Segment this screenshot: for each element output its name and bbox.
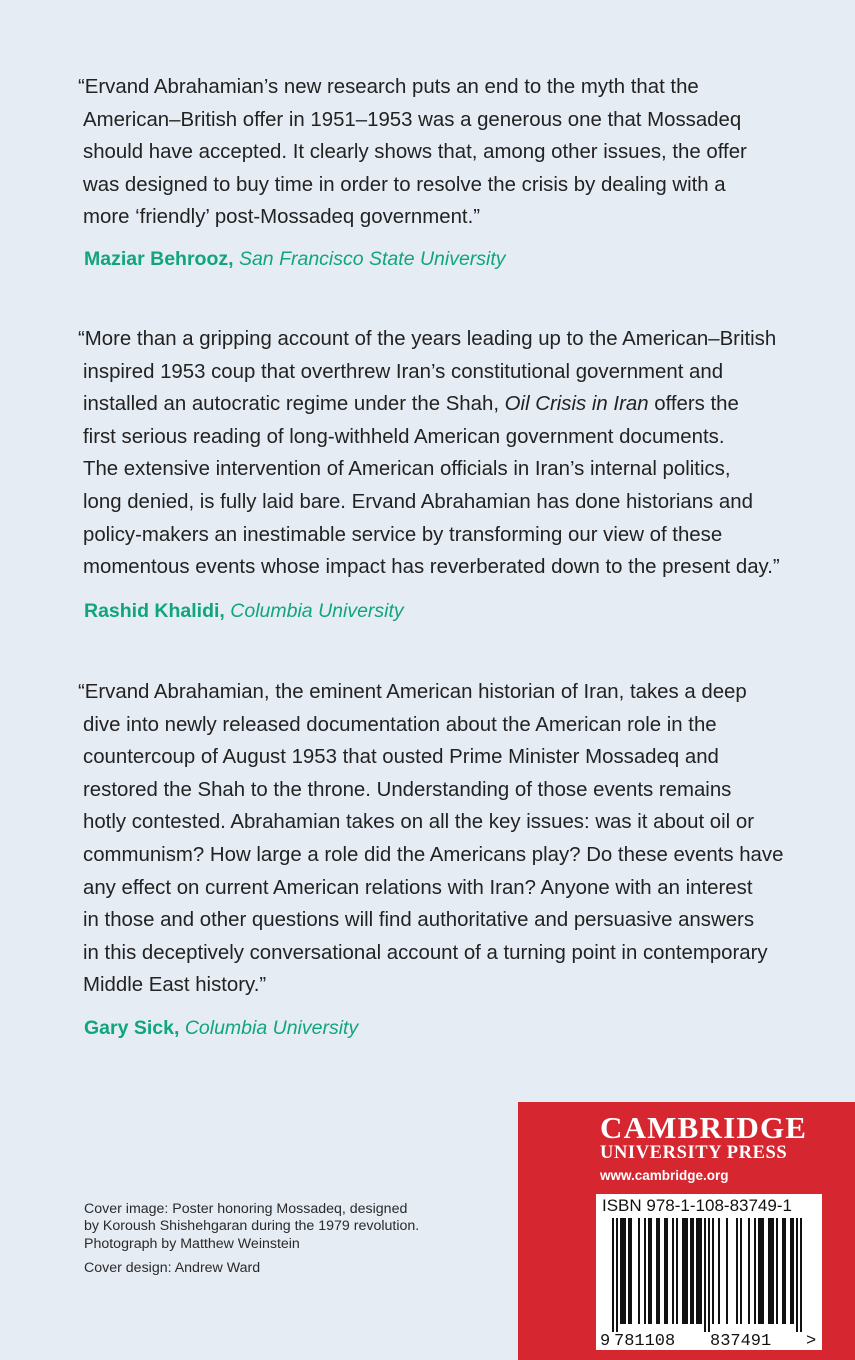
- barcode-bar: [682, 1218, 684, 1324]
- quote-line: restored the Shah to the throne. Understanding of those events remains: [83, 778, 732, 801]
- attribution-affiliation: Columbia University: [184, 1017, 359, 1039]
- barcode-bar: [754, 1218, 756, 1324]
- barcode: [600, 1218, 818, 1348]
- attribution-author: Maziar Behrooz,: [84, 248, 234, 270]
- cover-design-credit: Cover design: Andrew Ward: [84, 1259, 261, 1276]
- barcode-first-digit: 9: [600, 1332, 611, 1348]
- quote-line: “More than a gripping account of the years leading up to the American–British: [78, 328, 777, 350]
- barcode-bar: [800, 1218, 802, 1332]
- barcode-bar: [624, 1218, 626, 1324]
- blurb-attribution-1: [84, 248, 506, 271]
- attribution-affiliation: Columbia University: [230, 600, 404, 622]
- barcode-bar: [676, 1218, 678, 1324]
- barcode-bar: [696, 1218, 698, 1324]
- barcode-bar: [776, 1218, 778, 1324]
- book-title: Oil Crisis in Iran: [504, 393, 649, 416]
- quote-line: first serious reading of long-withheld American government documents.: [83, 425, 725, 448]
- barcode-bar: [700, 1218, 702, 1324]
- credit-line: Photograph by Matthew Weinstein: [84, 1235, 300, 1252]
- quote-line: hotly contested. Abrahamian takes on all the key issues: was it about oil or: [83, 811, 754, 834]
- barcode-bar: [666, 1218, 668, 1324]
- barcode-bar: [760, 1218, 762, 1324]
- barcode-bar: [768, 1218, 770, 1324]
- barcode-bar: [644, 1218, 646, 1324]
- quote-line: was designed to buy time in order to resolve the crisis by dealing with a: [83, 173, 726, 196]
- barcode-bar: [708, 1218, 710, 1332]
- quote-line: countercoup of August 1953 that ousted Prime Minister Mossadeq and: [83, 746, 719, 769]
- barcode-bar: [782, 1218, 784, 1324]
- barcode-bar: [790, 1218, 792, 1324]
- barcode-bar: [770, 1218, 772, 1324]
- blurb-attribution-2: [84, 600, 404, 623]
- barcode-marker: >: [806, 1332, 817, 1348]
- attribution-author: Gary Sick,: [84, 1017, 180, 1039]
- publisher-block: [518, 1102, 855, 1360]
- quote-line: inspired 1953 coup that overthrew Iran’s constitutional government and: [83, 360, 724, 383]
- quote-line: [83, 388, 813, 421]
- barcode-bar: [672, 1218, 674, 1324]
- blurb-quote-1: [78, 71, 813, 234]
- barcode-bar: [758, 1218, 760, 1324]
- quote-line: communism? How large a role did the Americans play? Do these events have: [83, 843, 784, 866]
- barcode-right-digits: 837491: [710, 1332, 772, 1348]
- isbn-label: ISBN 978-1-108-83749-1: [602, 1196, 792, 1215]
- publisher-press: UNIVERSITY PRESS: [600, 1143, 788, 1163]
- quote-line: more ‘friendly’ post-Mossadeq government.”: [83, 206, 481, 229]
- quote-line-text: installed an autocratic regime under the Shah,: [83, 393, 505, 416]
- publisher-url: www.cambridge.org: [600, 1168, 729, 1183]
- barcode-bar: [692, 1218, 694, 1324]
- barcode-bar: [686, 1218, 688, 1324]
- publisher-logo: CAMBRIDGE: [600, 1110, 808, 1145]
- barcode-bar: [792, 1218, 794, 1324]
- blurb-attribution-3: [84, 1017, 358, 1040]
- barcode-bar: [638, 1218, 640, 1324]
- barcode-bar: [736, 1218, 738, 1324]
- barcode-bar: [748, 1218, 750, 1324]
- quote-line: “Ervand Abrahamian’s new research puts an end to the myth that the: [78, 76, 699, 98]
- quote-line: in this deceptively conversational account of a turning point in contemporary: [83, 941, 768, 964]
- barcode-bar: [616, 1218, 618, 1332]
- blurb-quote-2: [78, 323, 813, 584]
- credit-line: Cover image: Poster honoring Mossadeq, designed: [84, 1201, 408, 1217]
- barcode-bar: [712, 1218, 714, 1324]
- quote-line: momentous events whose impact has reverberated down to the present day.”: [83, 556, 780, 579]
- blurb-quote-3: [78, 676, 813, 1002]
- barcode-bar: [656, 1218, 658, 1324]
- quote-line: American–British offer in 1951–1953 was a generous one that Mossadeq: [83, 108, 742, 131]
- quote-line: any effect on current American relations with Iran? Anyone with an interest: [83, 876, 753, 899]
- quote-line: should have accepted. It clearly shows that, among other issues, the offer: [83, 141, 747, 164]
- quote-line: policy-makers an inestimable service by transforming our view of these: [83, 523, 723, 546]
- quote-line: in those and other questions will find authoritative and persuasive answers: [83, 909, 755, 932]
- quote-line: “Ervand Abrahamian, the eminent American historian of Iran, takes a deep: [78, 681, 747, 703]
- barcode-bar: [784, 1218, 786, 1324]
- quote-line: dive into newly released documentation about the American role in the: [83, 713, 717, 736]
- barcode-bar: [658, 1218, 660, 1324]
- barcode-bar: [740, 1218, 742, 1324]
- barcode-bar: [796, 1218, 798, 1332]
- barcode-bar: [726, 1218, 728, 1324]
- barcode-panel: [596, 1194, 822, 1350]
- barcode-bar: [698, 1218, 700, 1324]
- barcode-bars: [612, 1218, 802, 1332]
- barcode-bar: [628, 1218, 630, 1324]
- barcode-bar: [622, 1218, 624, 1324]
- quote-line-text: offers the: [648, 393, 739, 416]
- barcode-left-digits: 781108: [614, 1332, 676, 1348]
- barcode-bar: [630, 1218, 632, 1324]
- credit-line: by Koroush Shishehgaran during the 1979 revolution.: [84, 1218, 420, 1235]
- barcode-bar: [664, 1218, 666, 1324]
- quote-line: Middle East history.”: [83, 974, 267, 997]
- attribution-author: Rashid Khalidi,: [84, 600, 225, 622]
- cover-credits: [84, 1201, 504, 1277]
- barcode-bar: [612, 1218, 614, 1332]
- quote-line: The extensive intervention of American officials in Iran’s internal politics,: [83, 458, 731, 481]
- barcode-bar: [762, 1218, 764, 1324]
- barcode-bar: [620, 1218, 622, 1324]
- barcode-bar: [650, 1218, 652, 1324]
- barcode-bar: [772, 1218, 774, 1324]
- barcode-bar: [648, 1218, 650, 1324]
- barcode-bar: [684, 1218, 686, 1324]
- barcode-bar: [690, 1218, 692, 1324]
- quote-line: long denied, is fully laid bare. Ervand Abrahamian has done historians and: [83, 490, 753, 513]
- barcode-bar: [718, 1218, 720, 1324]
- attribution-affiliation: San Francisco State University: [238, 248, 506, 270]
- barcode-bar: [704, 1218, 706, 1332]
